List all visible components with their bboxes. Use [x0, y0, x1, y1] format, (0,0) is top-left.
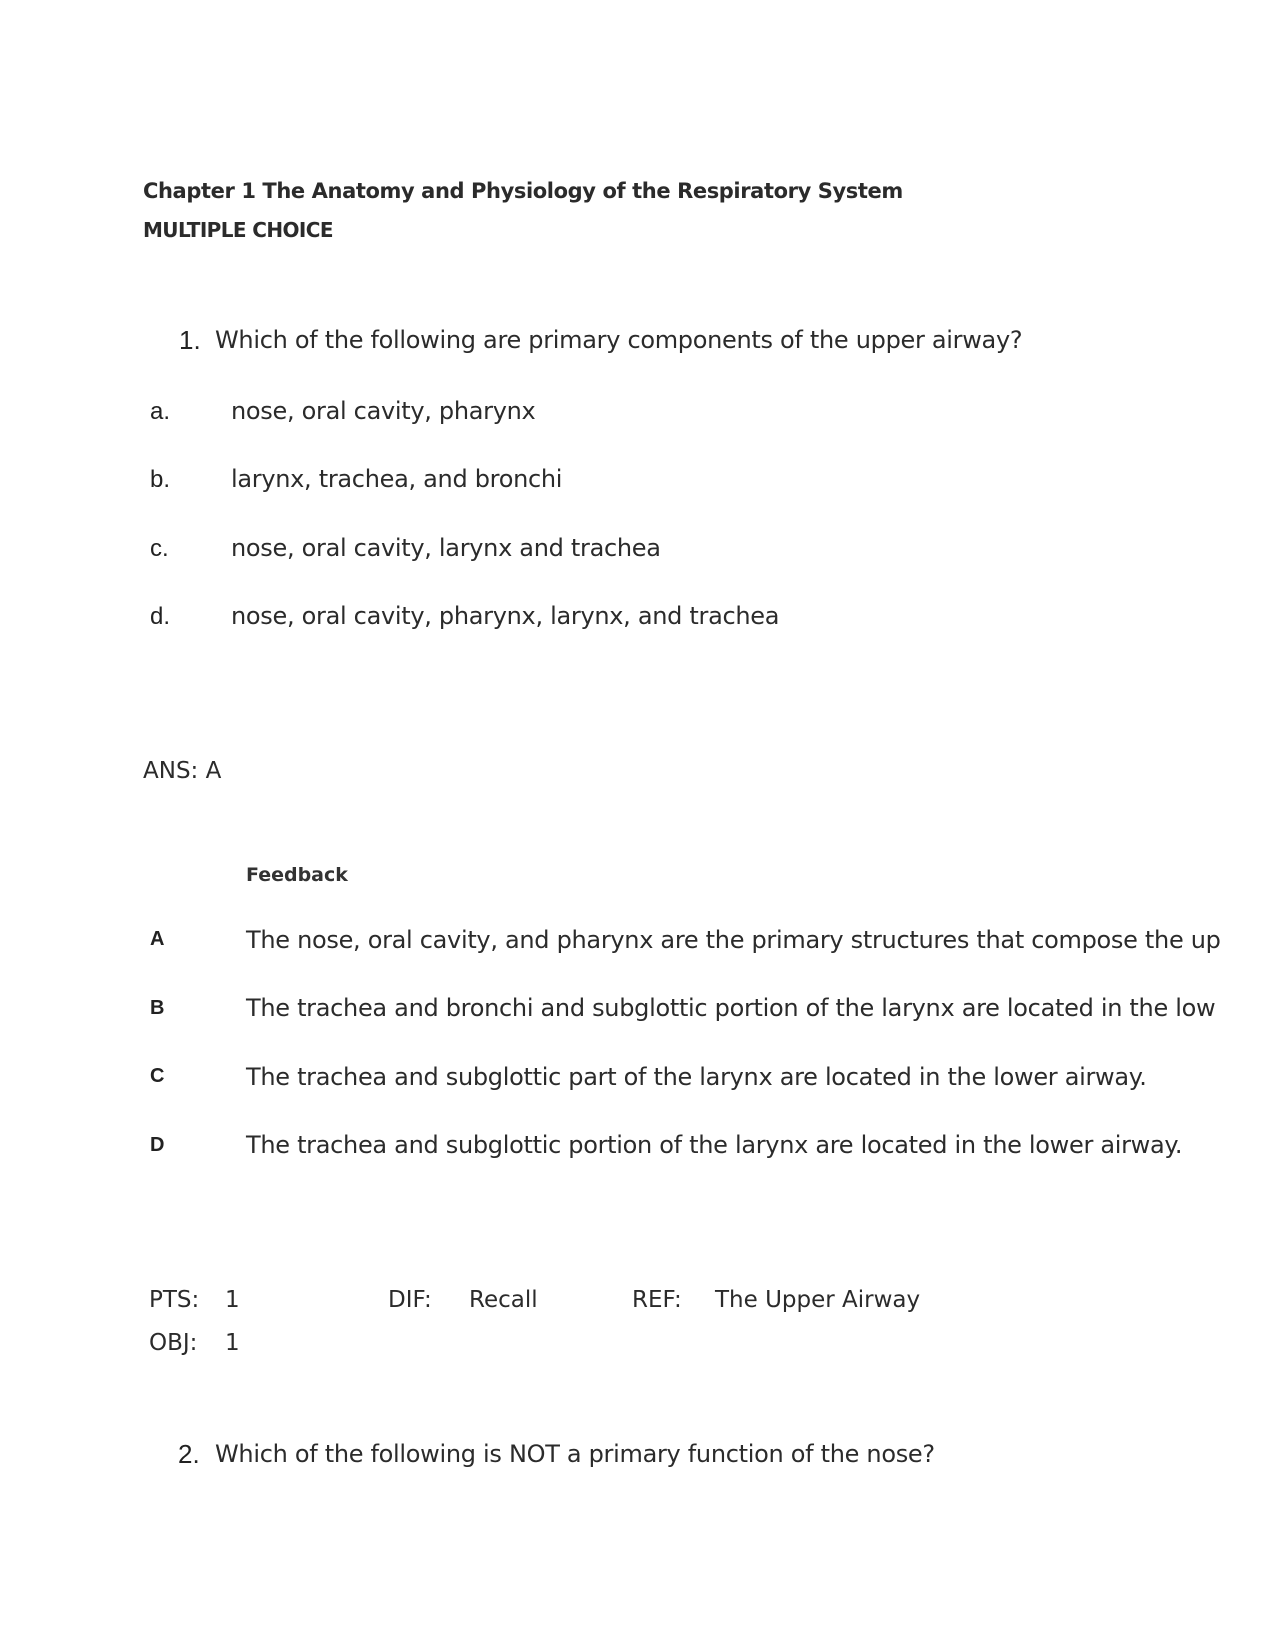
- option-letter: c.: [150, 535, 169, 562]
- obj-label: OBJ:: [149, 1330, 198, 1356]
- ref-label: REF:: [632, 1287, 682, 1313]
- option-text: larynx, trachea, and bronchi: [231, 465, 563, 493]
- feedback-text: The trachea and subglottic part of the larynx are located in the lower airway.: [246, 1063, 1147, 1091]
- question-text: Which of the following is NOT a primary function of the nose?: [215, 1440, 935, 1468]
- option-text: nose, oral cavity, larynx and trachea: [231, 534, 661, 562]
- feedback-text: The trachea and subglottic portion of the larynx are located in the lower airway.: [246, 1131, 1183, 1159]
- feedback-letter: C: [150, 1065, 165, 1087]
- option-text: nose, oral cavity, pharynx, larynx, and trachea: [231, 602, 780, 630]
- chapter-title: Chapter 1 The Anatomy and Physiology of the Respiratory System: [143, 179, 903, 203]
- feedback-letter: A: [150, 928, 165, 950]
- option-letter: b.: [150, 466, 171, 493]
- option-text: nose, oral cavity, pharynx: [231, 397, 536, 425]
- answer-key: ANS: A: [143, 758, 222, 784]
- ref-value: The Upper Airway: [715, 1287, 921, 1313]
- feedback-heading: Feedback: [246, 864, 348, 886]
- feedback-text: The nose, oral cavity, and pharynx are the primary structures that compose the up: [246, 926, 1221, 954]
- option-letter: a.: [150, 398, 171, 425]
- question-number: 1.: [179, 325, 201, 355]
- obj-value: 1: [225, 1330, 240, 1356]
- section-title: MULTIPLE CHOICE: [143, 218, 333, 242]
- dif-value: Recall: [469, 1287, 538, 1313]
- pts-label: PTS:: [149, 1287, 200, 1313]
- option-letter: d.: [150, 603, 171, 630]
- feedback-text: The trachea and bronchi and subglottic portion of the larynx are located in the low: [246, 994, 1216, 1022]
- question-text: Which of the following are primary components of the upper airway?: [215, 326, 1023, 354]
- pts-value: 1: [225, 1287, 240, 1313]
- dif-label: DIF:: [388, 1287, 432, 1313]
- question-number: 2.: [178, 1439, 200, 1469]
- feedback-letter: B: [150, 997, 165, 1019]
- feedback-letter: D: [150, 1134, 165, 1156]
